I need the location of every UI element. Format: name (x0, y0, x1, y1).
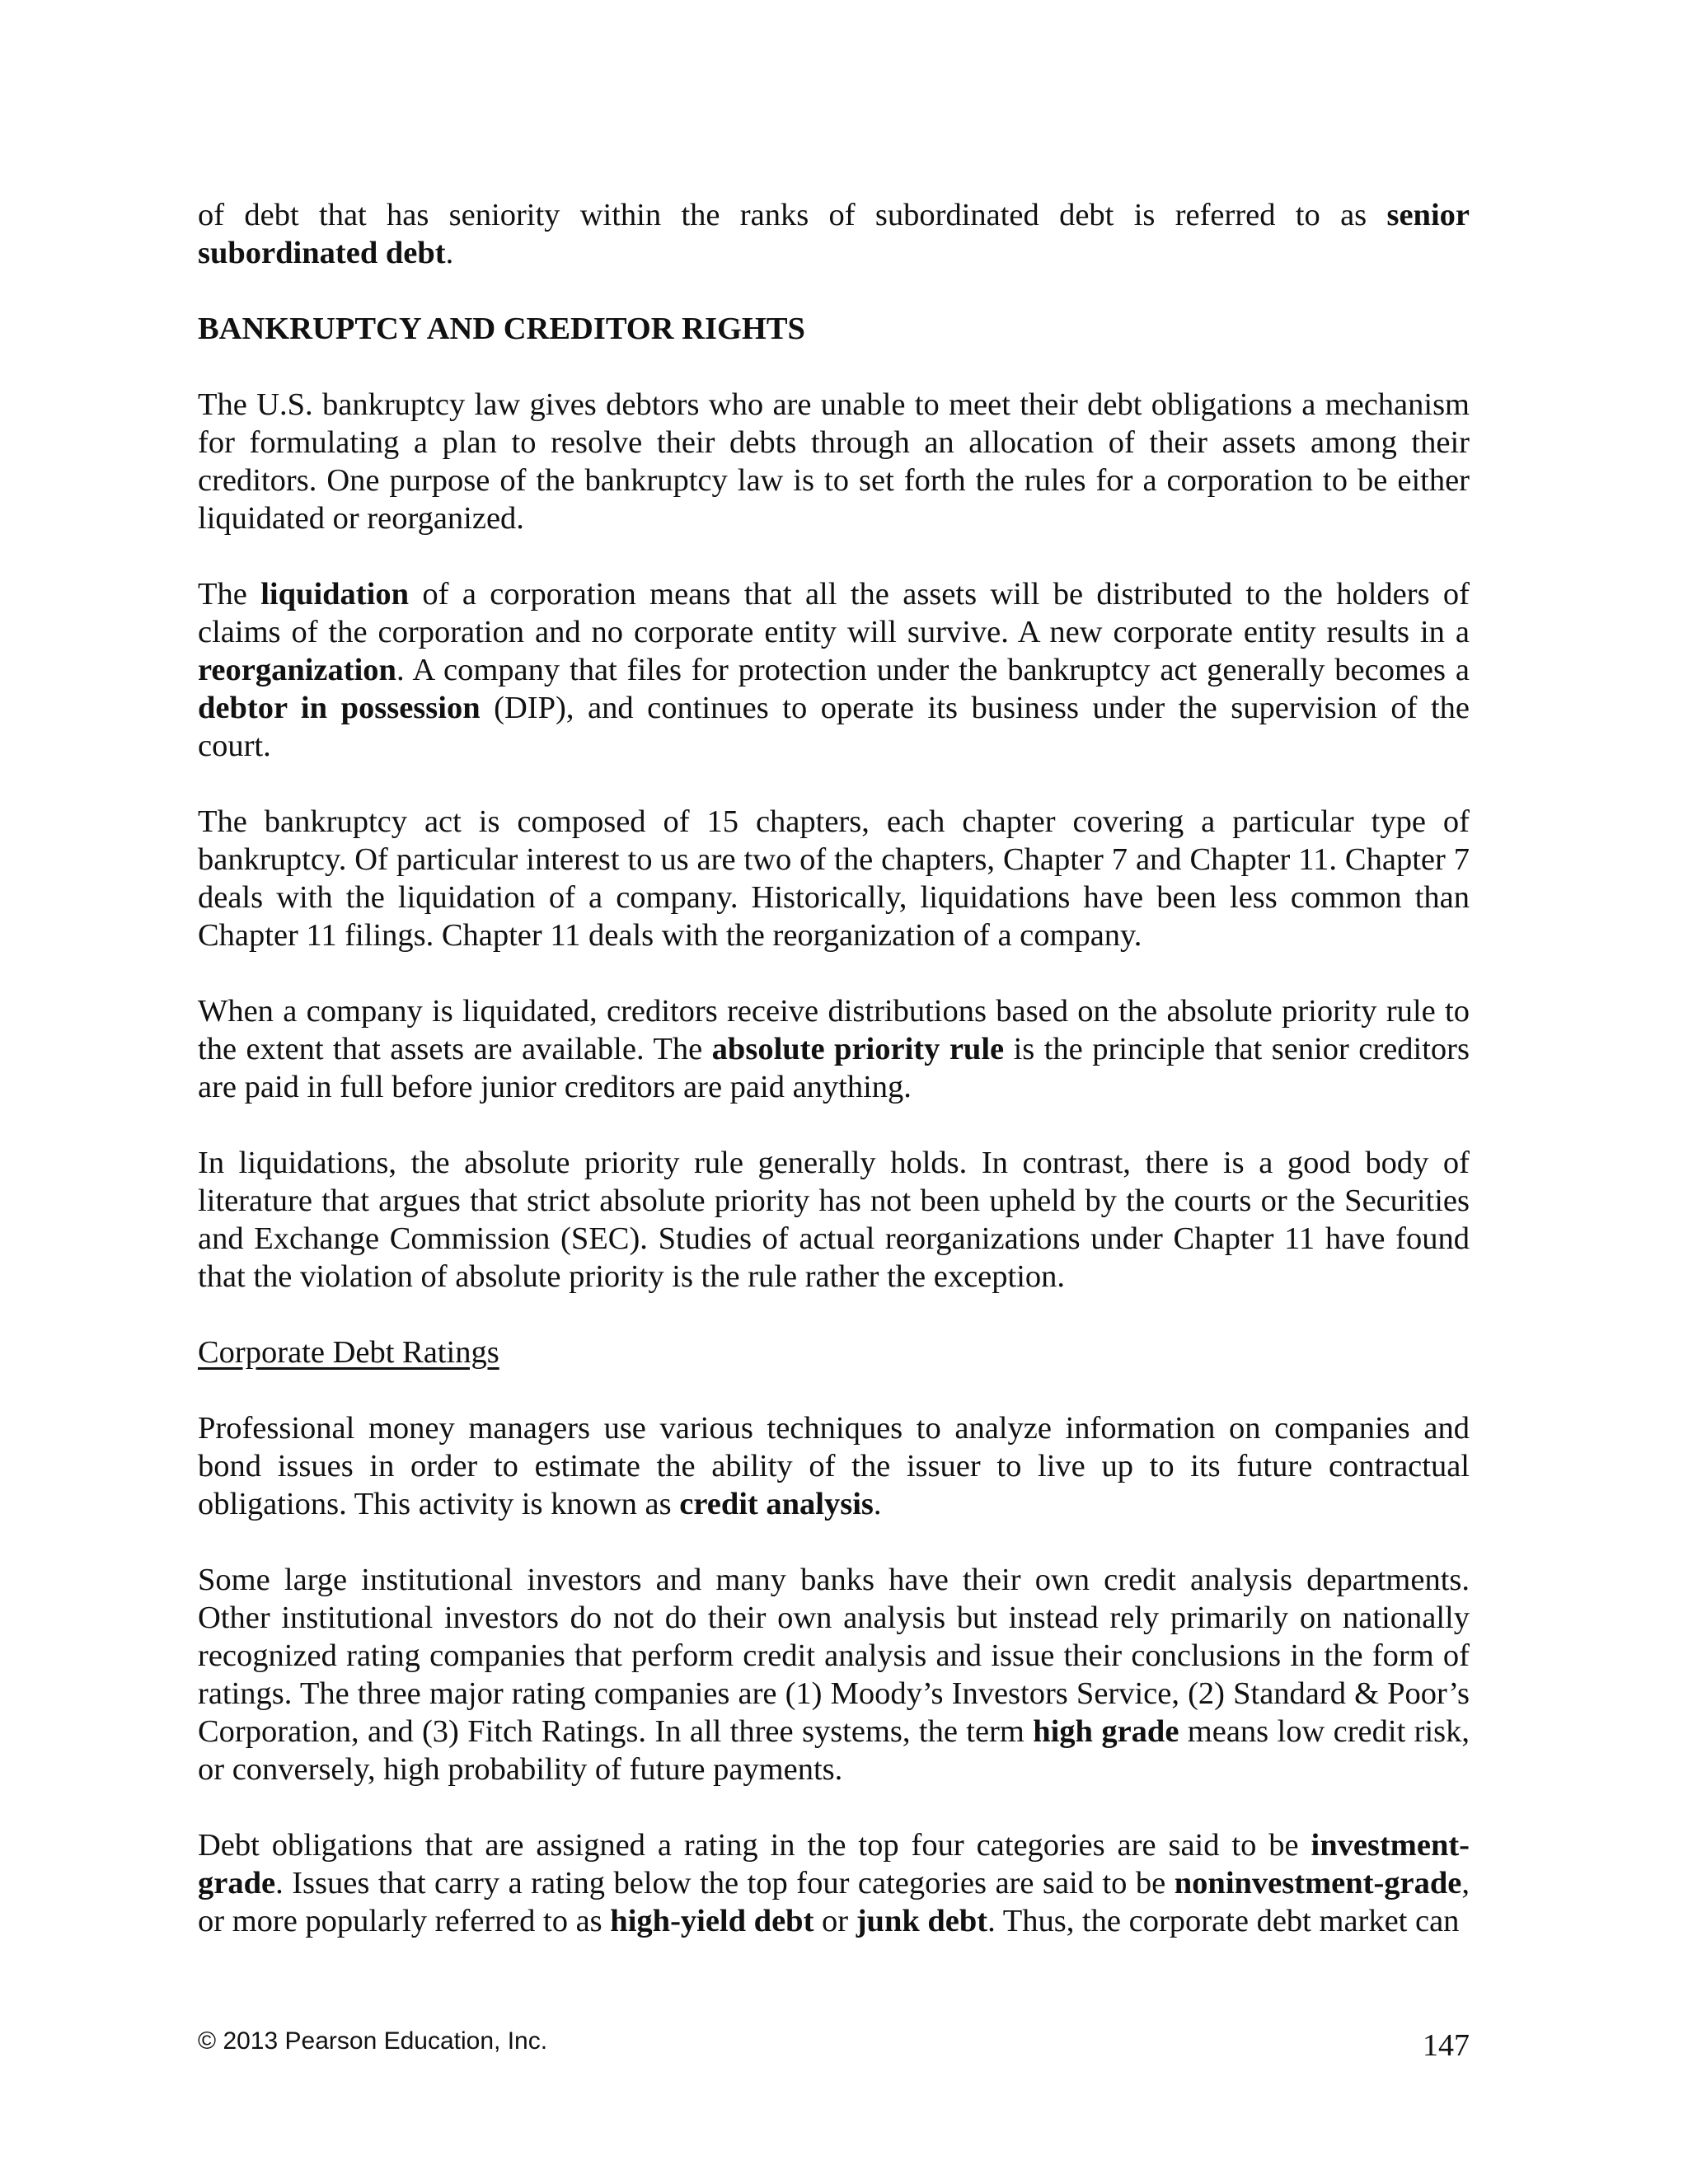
text-run: Some large institutional investors and many banks have their own credit analysis departments. Other institutional investors do not do their own analysis but instead rely primarily on nationally recognized rating companies that perform credit analysis and issue their conclusions in the form of ratings. The three major rating companies are (1) Moody’s Investors Service, (2) Standard & Poor’s Corporation, and (3) Fitch Ratings. In all three systems, the term (198, 1563, 1470, 1749)
page-body (198, 196, 1470, 1940)
subsection-heading: Corporate Debt Ratings (198, 1335, 499, 1370)
paragraph-rating-companies (198, 1561, 1470, 1788)
paragraph-senior-subordinated (198, 196, 1470, 272)
text-run: is the principle that senior creditors are paid in full before junior creditors are paid anything. (198, 1032, 1470, 1104)
text-run: . Thus, the corporate debt market can (987, 1904, 1460, 1938)
paragraph-absolute-priority (198, 992, 1470, 1106)
text-run: The (198, 577, 261, 612)
text-run: . A company that files for protection under the bankruptcy act generally becomes a (396, 653, 1470, 687)
paragraph-priority-violation: In liquidations, the absolute priority rule generally holds. In contrast, there is a good body of literature that argues that strict absolute priority has not been upheld by the courts or the Securities and Exchange Commission (SEC). Studies of actual reorganizations under Chapter 11 have found that the violation of absolute priority is the rule rather the exception. (198, 1146, 1470, 1294)
section-heading: BANKRUPTCY AND CREDITOR RIGHTS (198, 312, 805, 346)
text-run: . (873, 1487, 882, 1521)
text-run: or (814, 1904, 856, 1938)
term-liquidation: liquidation (260, 577, 409, 612)
term-high-yield-debt: high-yield debt (610, 1904, 814, 1938)
copyright-notice: © 2013 Pearson Education, Inc. (198, 2027, 548, 2055)
term-credit-analysis: credit analysis (679, 1487, 874, 1521)
paragraph-liquidation (198, 575, 1470, 765)
text-run: . Issues that carry a rating below the top four categories are said to be (275, 1866, 1175, 1900)
term-investment-grade: investment-grade (198, 1828, 1470, 1900)
text-run: , or more popularly referred to as (198, 1866, 1470, 1938)
text-run: Professional money managers use various techniques to analyze information on companies and bond issues in order to estimate the ability of the issuer to live up to its future contractual obligations. This activity is known as (198, 1411, 1470, 1521)
term-senior-subordinated-debt: senior subordinated debt (198, 198, 1470, 270)
term-absolute-priority-rule: absolute priority rule (711, 1032, 1005, 1066)
term-reorganization: reorganization (198, 653, 396, 687)
text-run: When a company is liquidated, creditors receive distributions based on the absolute priority rule to the extent that assets are available. The (198, 994, 1470, 1066)
text-run: (DIP), and continues to operate its business under the supervision of the court. (198, 691, 1470, 763)
text-run: of a corporation means that all the assets will be distributed to the holders of claims of the corporation and no corporate entity will survive. A new corporate entity results in a (198, 577, 1470, 649)
term-high-grade: high grade (1033, 1714, 1179, 1749)
text-run: . (445, 236, 454, 270)
term-noninvestment-grade: noninvestment-grade (1174, 1866, 1462, 1900)
text-run: means low credit risk, or conversely, high probability of future payments. (198, 1714, 1470, 1787)
text-run: Debt obligations that are assigned a rating in the top four categories are said to be (198, 1828, 1311, 1863)
paragraph-credit-analysis (198, 1409, 1470, 1523)
paragraph-bankruptcy-law: The U.S. bankruptcy law gives debtors who are unable to meet their debt obligations a mechanism for formulating a plan to resolve their debts through an allocation of their assets among their creditors. One purpose of the bankruptcy law is to set forth the rules for a corporation to be either liquidated or reorganized. (198, 387, 1470, 536)
paragraph-investment-grade (198, 1826, 1470, 1940)
text-run: of debt that has seniority within the ranks of subordinated debt is referred to as (198, 198, 1387, 232)
paragraph-bankruptcy-chapters: The bankruptcy act is composed of 15 chapters, each chapter covering a particular type of bankruptcy. Of particular interest to us are two of the chapters, Chapter 7 and Chapter 11. Chapter 7 deals with the liquidation of a company. Historically, liquidations have been less common than Chapter 11 filings. Chapter 11 deals with the reorganization of a company. (198, 804, 1470, 953)
term-debtor-in-possession: debtor in possession (198, 691, 481, 725)
page-number: 147 (1423, 2028, 1470, 2063)
term-junk-debt: junk debt (856, 1904, 988, 1938)
